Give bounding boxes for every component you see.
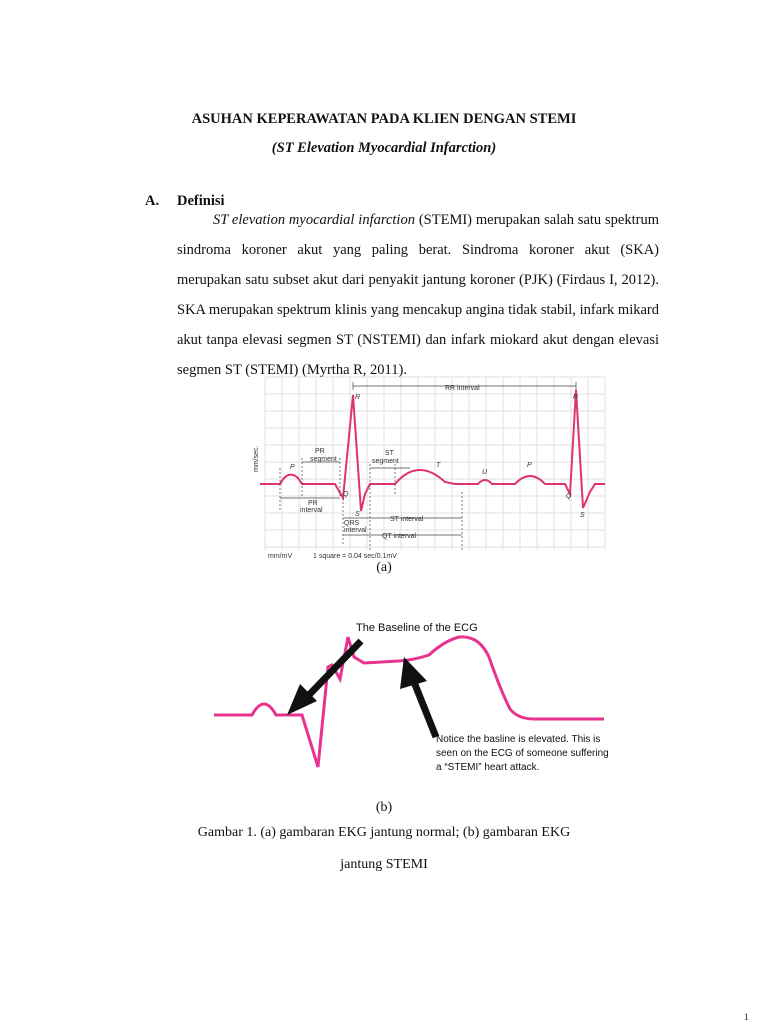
- section-heading: Definisi: [177, 193, 225, 209]
- mm-sec-label: mm/sec.: [253, 445, 260, 472]
- subtitle-italic-text: ST Elevation Myocardial Infarction: [276, 140, 492, 156]
- pr-interval-label-2: interval: [300, 507, 323, 514]
- s-wave-label: S: [355, 511, 360, 518]
- s-wave-label-2: S: [580, 512, 585, 519]
- r-wave-label-2: R: [573, 394, 579, 401]
- ecg-grid: [265, 377, 605, 550]
- caption-line-1: Gambar 1. (a) gambaran EKG jantung normal; (b) gambaran EKG: [197, 825, 571, 840]
- section-letter: A.: [145, 193, 160, 209]
- subtitle-open-paren: (: [271, 140, 277, 156]
- p-wave-label: P: [290, 464, 295, 471]
- normal-ecg-figure: [240, 372, 610, 562]
- u-wave-label: U: [482, 469, 488, 476]
- qt-interval-label: QT interval: [382, 533, 417, 540]
- figure-b-label: (b): [375, 800, 393, 815]
- caption-line-2: jantung STEMI: [340, 857, 428, 872]
- p-wave-label-2: P: [527, 462, 532, 469]
- t-wave-label: T: [436, 462, 441, 469]
- note-line-3: a “STEMI” heart attack.: [436, 762, 540, 773]
- baseline-label: The Baseline of the ECG: [356, 622, 478, 634]
- q-wave-label-2: Q: [566, 493, 572, 500]
- pr-segment-label-2: segment: [310, 456, 337, 463]
- subtitle-close-paren: ): [491, 140, 497, 156]
- figure-a-label: (a): [376, 560, 392, 575]
- pr-segment-label: PR: [315, 448, 325, 455]
- normal-ecg-trace: [260, 390, 605, 511]
- page-number: 1: [744, 1012, 749, 1022]
- paragraph-italic-term: ST elevation myocardial infarction: [213, 212, 415, 228]
- st-segment-label: ST: [385, 450, 394, 457]
- qrs-interval-label: QRS: [344, 520, 360, 527]
- definition-paragraph: [177, 205, 659, 385]
- document-subtitle: [0, 140, 768, 157]
- r-wave-label: R: [355, 394, 361, 401]
- mm-mv-label: mm/mV: [268, 553, 293, 560]
- q-wave-label: Q: [343, 491, 349, 498]
- st-interval-label: ST interval: [390, 516, 424, 523]
- scale-note: 1 square = 0.04 sec/0.1mV: [313, 553, 397, 560]
- note-line-2: seen on the ECG of someone suffering: [436, 748, 609, 759]
- paragraph-body: (STEMI) merupakan salah satu spektrum sindroma koroner akut yang paling berat. Sindroma koroner akut (SKA) merupakan satu subset akut dari penyakit jantung koroner (PJK) (Firdaus I, 2012). SKA merupakan spektrum klinis yang mencakup angina tidak stabil, infark mikard akut tanpa elevasi segmen ST (NSTEMI) dan infark miokard akut dengan elevasi segmen ST (STEMI) (Myrtha R, 2011).: [177, 212, 660, 378]
- pr-interval-label: PR: [308, 500, 318, 507]
- qrs-interval-label-2: interval: [344, 527, 367, 534]
- document-title: ASUHAN KEPERAWATAN PADA KLIEN DENGAN STEMI: [191, 111, 577, 127]
- rr-interval-label: RR interval: [445, 385, 480, 392]
- stemi-ecg-figure: [214, 597, 654, 782]
- note-line-1: Notice the basline is elevated. This is: [436, 734, 601, 745]
- st-segment-label-2: segment: [372, 458, 399, 465]
